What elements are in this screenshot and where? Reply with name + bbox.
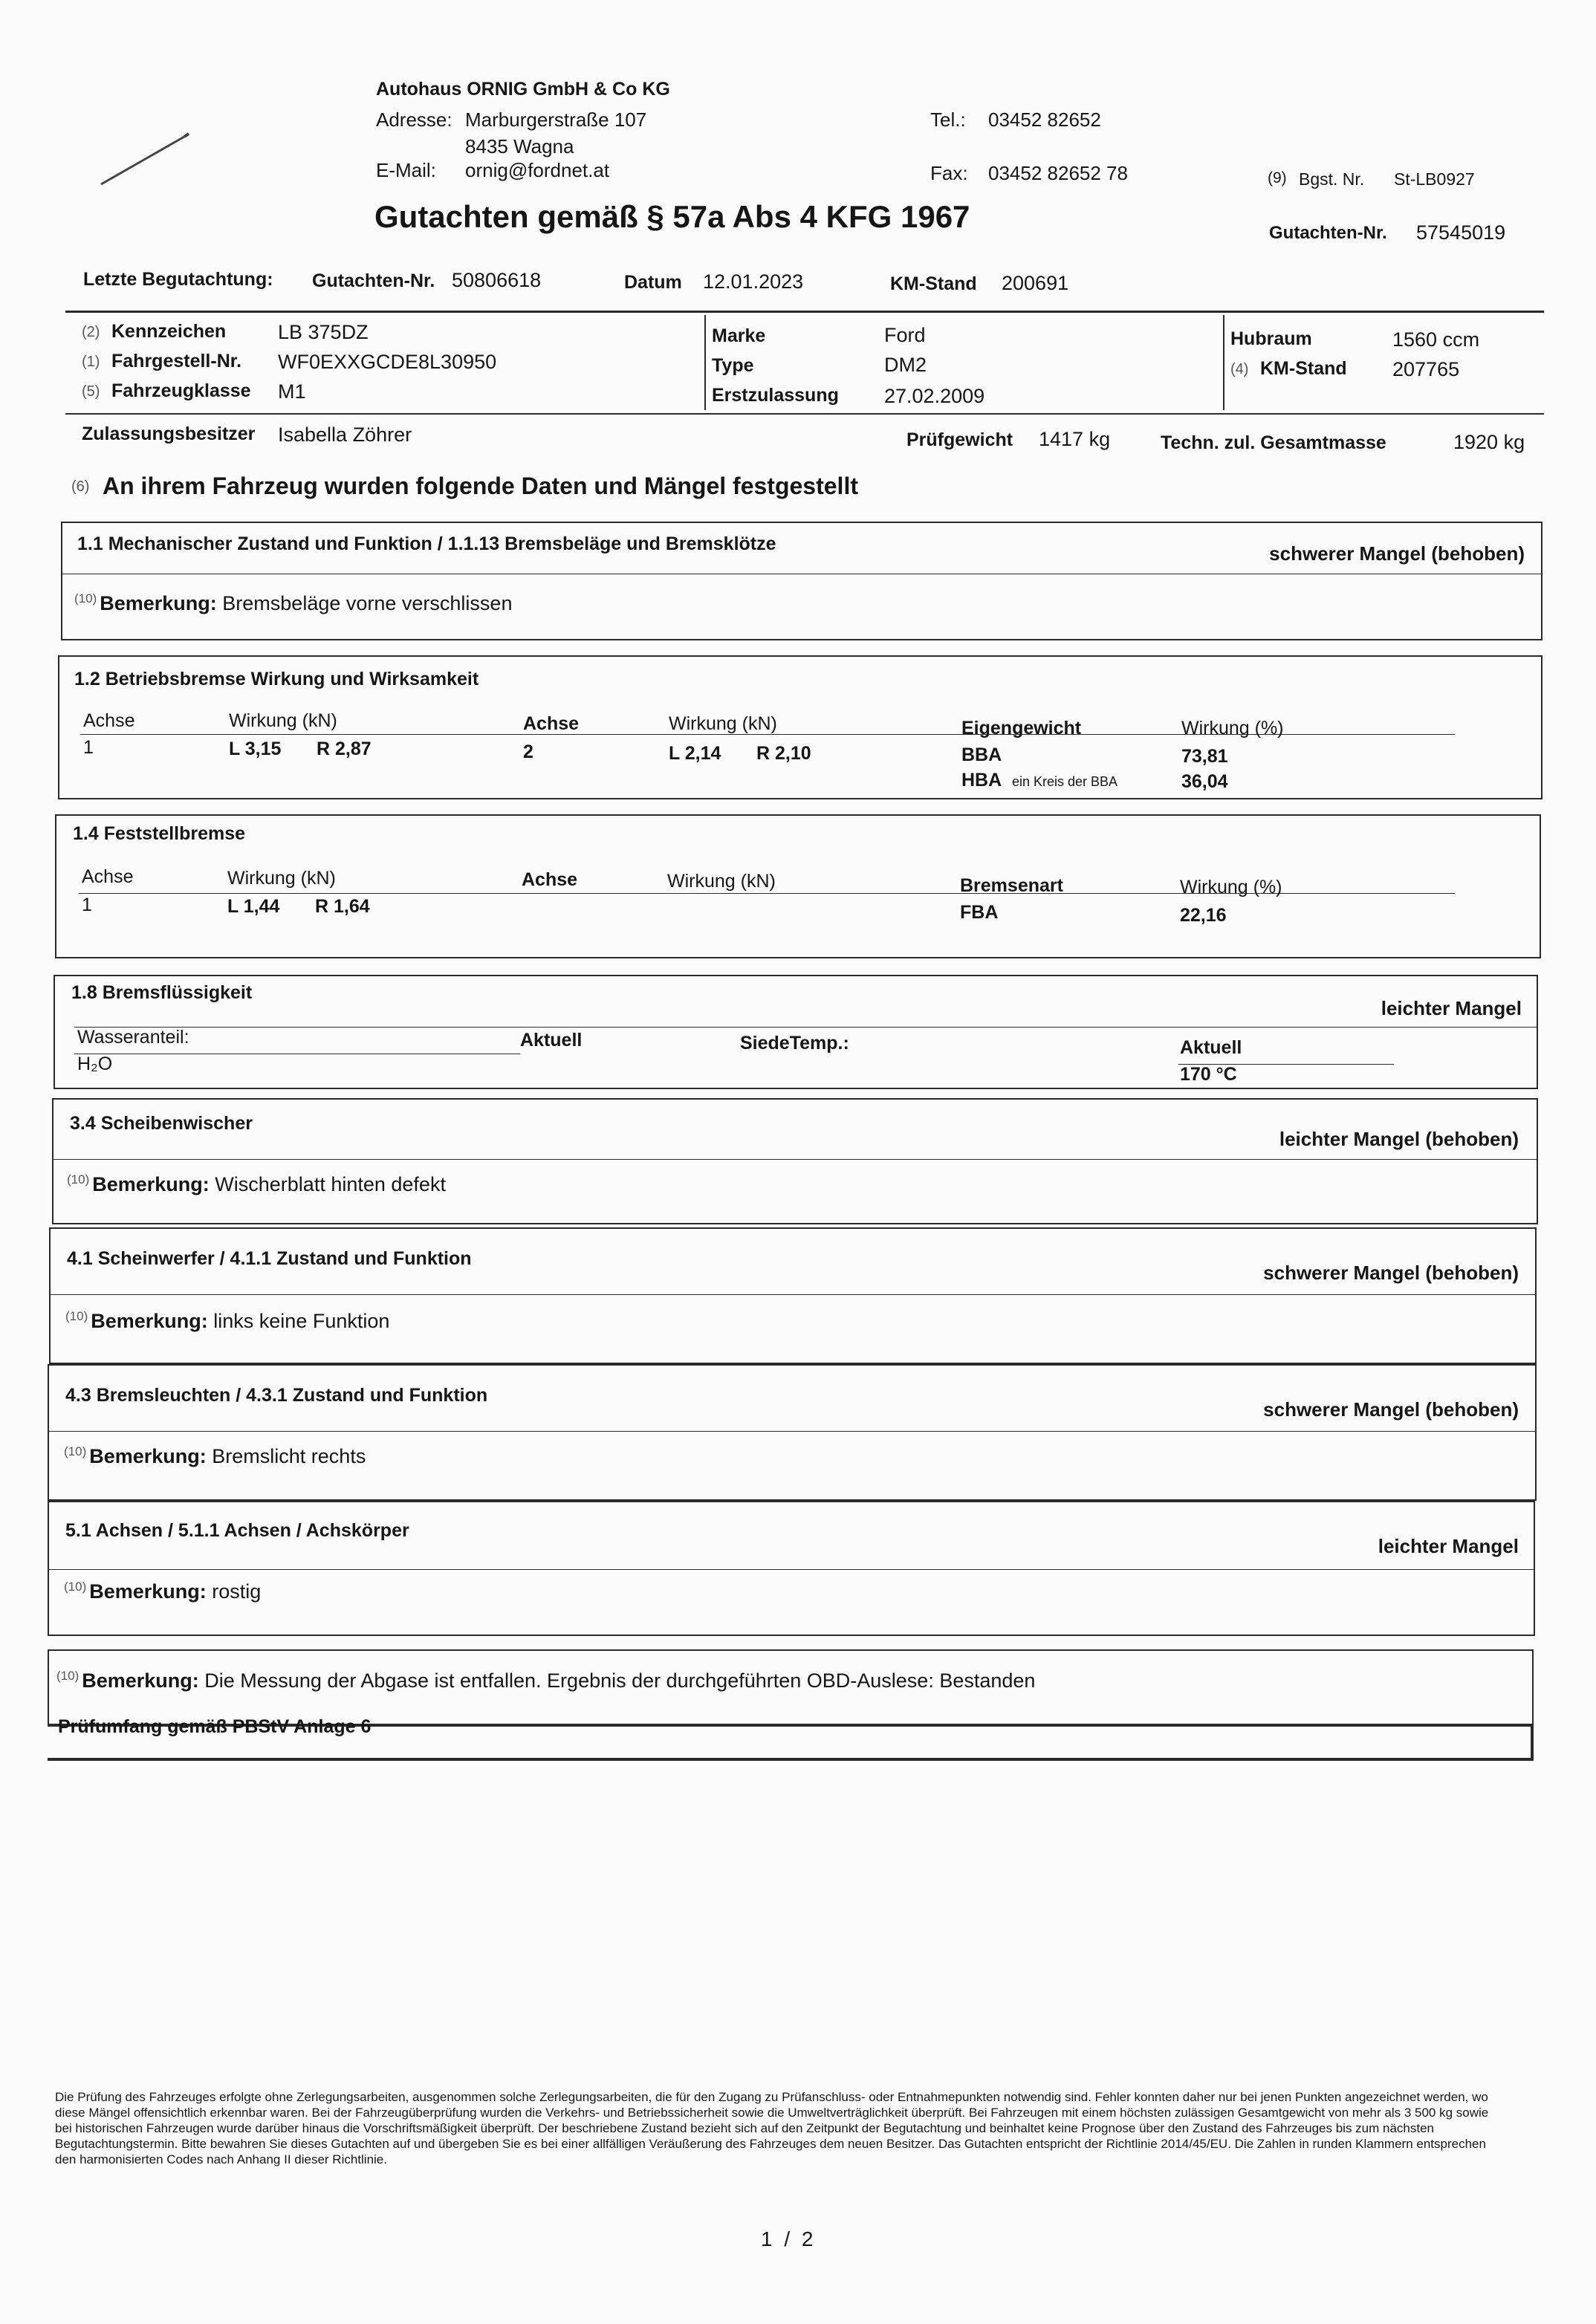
bgst-nr: St-LB0927 [1394,169,1475,189]
fahrzeugklasse-label: Fahrzeugklasse [111,380,251,401]
hubraum-label: Hubraum [1230,328,1312,349]
aktuell-label: Aktuell [520,1030,583,1051]
h2o-label: H₂O [77,1054,113,1074]
achse-2-label: Achse [523,713,580,734]
axle-1-right: R 2,87 [317,739,372,759]
page-number: 1 / 2 [761,2227,817,2250]
legal-footer: Die Prüfung des Fahrzeuges erfolgte ohne Zerlegungsarbeiten, ausgenommen solche Zerlegungsarbeiten, die für den Zugang zu Prüfanschluss- oder Entnahmepunkten notwendig sind. Fehler konnten daher nur bei jenen Punkten angezeichnet werden, wo diese Mängel offensichtlich erkennbar waren. Bei der Fahrzeugüberprüfung wurden die Verkehrs- und Betriebssicherheit sowie die Umweltverträglichkeit überprüft. Bei Fahrzeugen mit einem höchsten zulässigen Gesamtgewicht von mehr als 3 500 kg sowie bei historischen Fahrzeugen wurde darüber hinaus die Vorschriftsmäßigkeit überprüft. Der beschriebene Zustand bezieht sich auf den Zeitpunkt der Begutachtung und beinhaltet keine Prognose über den Zustand des Fahrzeuges bis zum nächsten Begutachtungstermin. Bitte bewahren Sie dieses Gutachten auf und übergeben Sie es bei einer allfälligen Veräußerung des Fahrzeuges dem neuen Besitzer. Das Gutachten entspricht der Richtlinie 2014/45/EU. Die Zahlen in runden Klammern entsprechen den harmonisierten Codes nach Anhang II dieser Richtlinie. [55,2090,1489,2166]
hba-label: HBA [961,770,1002,791]
achse-label: Achse [83,710,135,731]
axle-2-right: R 2,10 [756,743,811,764]
gesamtmasse: 1920 kg [1453,431,1525,453]
last-date-label: Datum [624,272,682,293]
remark-code: (10) [65,1309,88,1323]
type-label: Type [712,355,754,376]
section-1-1-title: 1.1 Mechanischer Zustand und Funktion / 1.1.13 Bremsbeläge und Bremsklötze [77,533,776,554]
fahrgestell-nr: WF0EXXGCDE8L30950 [278,351,497,373]
erstzulassung-label: Erstzulassung [712,385,839,406]
section-5-1-status: leichter Mangel [1378,1535,1519,1557]
bba-label: BBA [961,744,1002,765]
section-3-4-status: leichter Mangel (behoben) [1279,1128,1519,1150]
wirkung-pct-label: Wirkung (%) [1181,718,1284,739]
kennzeichen: LB 375DZ [278,321,369,343]
bgst-code: (9) [1268,169,1287,186]
remark-code: (10) [64,1580,87,1594]
marke: Ford [884,324,926,346]
remark-label: Bemerkung: [89,1445,207,1467]
remark-text: Wischerblatt hinten defekt [215,1173,446,1195]
remark-label: Bemerkung: [100,592,217,614]
company-name: Autohaus ORNIG GmbH & Co KG [376,79,670,100]
remark-text: links keine Funktion [213,1310,390,1332]
last-nr: 50806618 [452,269,542,291]
address-city: 8435 Wagna [465,135,574,158]
fba-value: 22,16 [1180,905,1227,926]
pruefumfang: Prüfumfang gemäß PBStV Anlage 6 [58,1716,372,1737]
section-3-4-remark [67,1172,446,1196]
intro-heading: An ihrem Fahrzeug wurden folgende Daten und Mängel festgestellt [103,473,858,499]
remark-text: Bremsbeläge vorne verschlissen [222,592,513,614]
section-4-1-status: schwerer Mangel (behoben) [1263,1262,1519,1284]
intro-code: (6) [71,478,90,495]
email-value: ornig@fordnet.at [465,159,610,181]
last-km: 200691 [1002,272,1069,294]
section-1-1-remark [74,591,512,615]
section-1-2-title: 1.2 Betriebsbremse Wirkung und Wirksamkeit [74,669,479,689]
code-4: (4) [1230,361,1249,377]
address-street: Marburgerstraße 107 [465,108,647,131]
section-1-8-status: leichter Mangel [1381,997,1522,1019]
hba-note: ein Kreis der BBA [1012,774,1118,789]
remark-label: Bemerkung: [82,1669,199,1692]
gesamtmasse-label: Techn. zul. Gesamtmasse [1161,432,1386,453]
bba-value: 73,81 [1181,746,1228,767]
section-1-1-status: schwerer Mangel (behoben) [1269,542,1525,565]
section-5-1-remark [64,1580,261,1603]
axle-2: 2 [523,741,533,762]
last-inspection-label: Letzte Begutachtung: [83,269,273,290]
wirkung-2-label: Wirkung (kN) [669,713,777,734]
fb-wirkung-label: Wirkung (kN) [227,868,336,889]
last-date: 12.01.2023 [703,270,804,293]
remark-label: Bemerkung: [91,1310,208,1332]
code-2: (2) [82,324,100,340]
final-remark [56,1669,1035,1692]
section-4-3-status: schwerer Mangel (behoben) [1263,1398,1519,1421]
tel-value: 03452 82652 [988,108,1101,131]
remark-text: Die Messung der Abgase ist entfallen. Ergebnis der durchgeführten OBD-Auslese: Bestanden [204,1669,1036,1692]
tel-label: Tel.: [930,108,966,131]
wasseranteil-label: Wasseranteil: [77,1027,189,1048]
besitzer-label: Zulassungsbesitzer [82,423,256,444]
km-stand: 207765 [1392,358,1460,380]
fb-wirkung-2-label: Wirkung (kN) [667,871,776,892]
remark-label: Bemerkung: [89,1580,207,1603]
pruefgewicht: 1417 kg [1039,428,1111,450]
code-5: (5) [82,383,100,400]
aktuell-2-label: Aktuell [1180,1037,1242,1058]
section-5-1-title: 5.1 Achsen / 5.1.1 Achsen / Achskörper [65,1520,409,1541]
fb-axle-1-right: R 1,64 [315,896,370,917]
section-4-1-title: 4.1 Scheinwerfer / 4.1.1 Zustand und Funktion [67,1248,472,1269]
siedetemp-value: 170 °C [1180,1064,1237,1085]
km-stand-label: KM-Stand [1260,358,1347,379]
fb-axle-1-left: L 1,44 [227,896,280,917]
remark-text: rostig [212,1580,262,1603]
erstzulassung: 27.02.2009 [884,385,985,407]
gutachten-nr: 57545019 [1416,221,1506,244]
section-3-4-title: 3.4 Scheibenwischer [70,1113,253,1134]
siedetemp-label: SiedeTemp.: [740,1033,849,1054]
fb-achse-label: Achse [82,866,134,887]
fb-axle-1: 1 [82,895,92,915]
last-nr-label: Gutachten-Nr. [312,270,435,291]
section-1-4-title: 1.4 Feststellbremse [73,823,246,844]
fb-wirkung-pct-label: Wirkung (%) [1180,877,1282,898]
type: DM2 [884,354,927,376]
code-1: (1) [82,354,100,370]
fb-achse-2-label: Achse [522,869,578,890]
document-title: Gutachten gemäß § 57a Abs 4 KFG 1967 [374,199,970,234]
fahrgestell-label: Fahrgestell-Nr. [111,351,242,371]
axle-1: 1 [83,737,94,758]
wirkung-label: Wirkung (kN) [229,710,337,731]
address-label: Adresse: [376,108,452,131]
remark-code: (10) [56,1669,80,1683]
bremsenart-label: Bremsenart [960,875,1063,896]
section-4-1-remark [65,1309,389,1333]
gutachten-nr-label: Gutachten-Nr. [1269,223,1387,243]
hba-value: 36,04 [1181,771,1228,792]
bgst-label: Bgst. Nr. [1299,169,1365,189]
section-4-3-remark [64,1444,366,1468]
marke-label: Marke [712,325,766,346]
fax-value: 03452 82652 78 [988,162,1128,184]
hubraum: 1560 ccm [1392,328,1480,351]
pruefgewicht-label: Prüfgewicht [906,429,1013,450]
remark-code: (10) [64,1444,87,1458]
pen-mark-icon [97,126,193,193]
remark-code: (10) [74,591,97,606]
remark-text: Bremslicht rechts [212,1445,366,1467]
section-1-8 [53,975,1538,1089]
last-km-label: KM-Stand [890,273,977,294]
axle-1-left: L 3,15 [229,739,282,759]
remark-label: Bemerkung: [92,1173,210,1195]
email-label: E-Mail: [376,159,436,181]
fba-label: FBA [960,902,999,923]
fax-label: Fax: [930,162,968,184]
section-3-4 [52,1098,1538,1224]
eigengewicht-label: Eigengewicht [961,718,1082,739]
besitzer: Isabella Zöhrer [278,423,412,446]
kennzeichen-label: Kennzeichen [111,321,227,342]
fahrzeugklasse: M1 [278,380,306,403]
axle-2-left: L 2,14 [669,743,721,764]
remark-code: (10) [67,1172,90,1187]
section-1-8-title: 1.8 Bremsflüssigkeit [71,982,253,1003]
section-4-3-title: 4.3 Bremsleuchten / 4.3.1 Zustand und Funktion [65,1385,488,1406]
